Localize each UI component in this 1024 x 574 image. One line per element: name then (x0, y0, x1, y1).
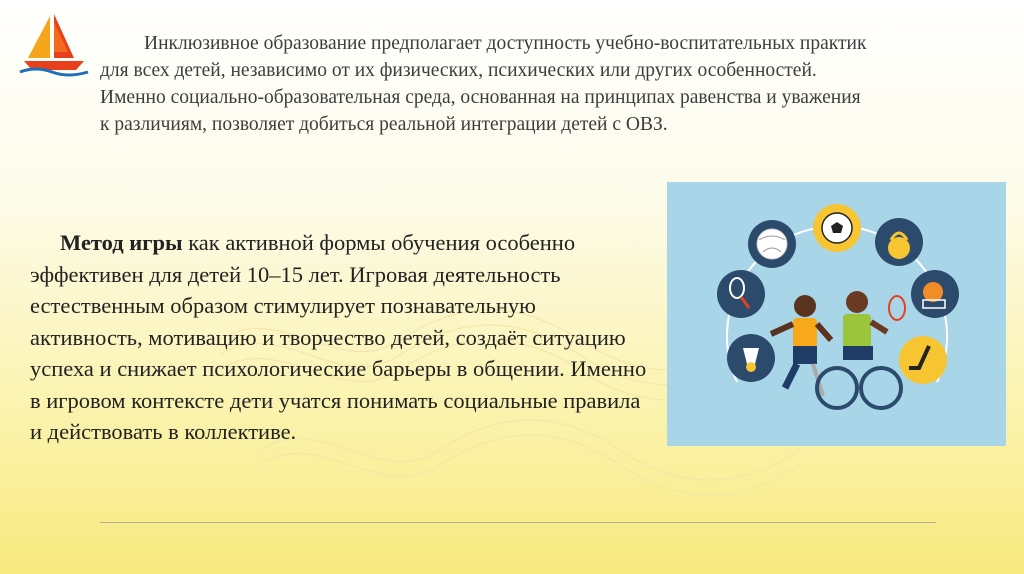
tennis-racket-icon (717, 270, 765, 318)
sports-illustration (667, 182, 1006, 446)
child-figure-2 (817, 291, 905, 408)
main-paragraph (30, 227, 650, 448)
hockey-stick-icon (899, 336, 947, 384)
sailboat-logo-icon (18, 12, 90, 78)
intro-text (100, 30, 870, 138)
basketball-icon (911, 270, 959, 318)
soccer-ball-icon (813, 204, 861, 252)
child-figure-1 (771, 295, 831, 396)
shuttlecock-icon (727, 334, 775, 382)
footer-divider (100, 522, 936, 523)
volleyball-icon (748, 220, 796, 268)
main-bold-lead: Метод игры (60, 230, 183, 255)
intro-paragraph-2: Именно социально-образовательная среда, основанная на принципах равенства и уважения к различиям, позволяет добиться реальной интеграции детей с ОВЗ. (100, 87, 861, 135)
kettlebell-icon (875, 218, 923, 266)
main-paragraph-body: как активной формы обучения особенно эффективен для детей 10–15 лет. Игровая деятельность естественным образом стимулирует познавательную активность, мотивацию и творчество детей, создаёт ситуацию успеха и снижает психологические барьеры в общении. Именно в игровом контексте дети учатся понимать социальные правила и действовать в коллективе. (30, 230, 647, 444)
main-text (30, 227, 650, 448)
intro-paragraph-1: Инклюзивное образование предполагает доступность учебно-воспитательных практик для всех детей, независимо от их физических, психических или других особенностей. (100, 33, 867, 81)
